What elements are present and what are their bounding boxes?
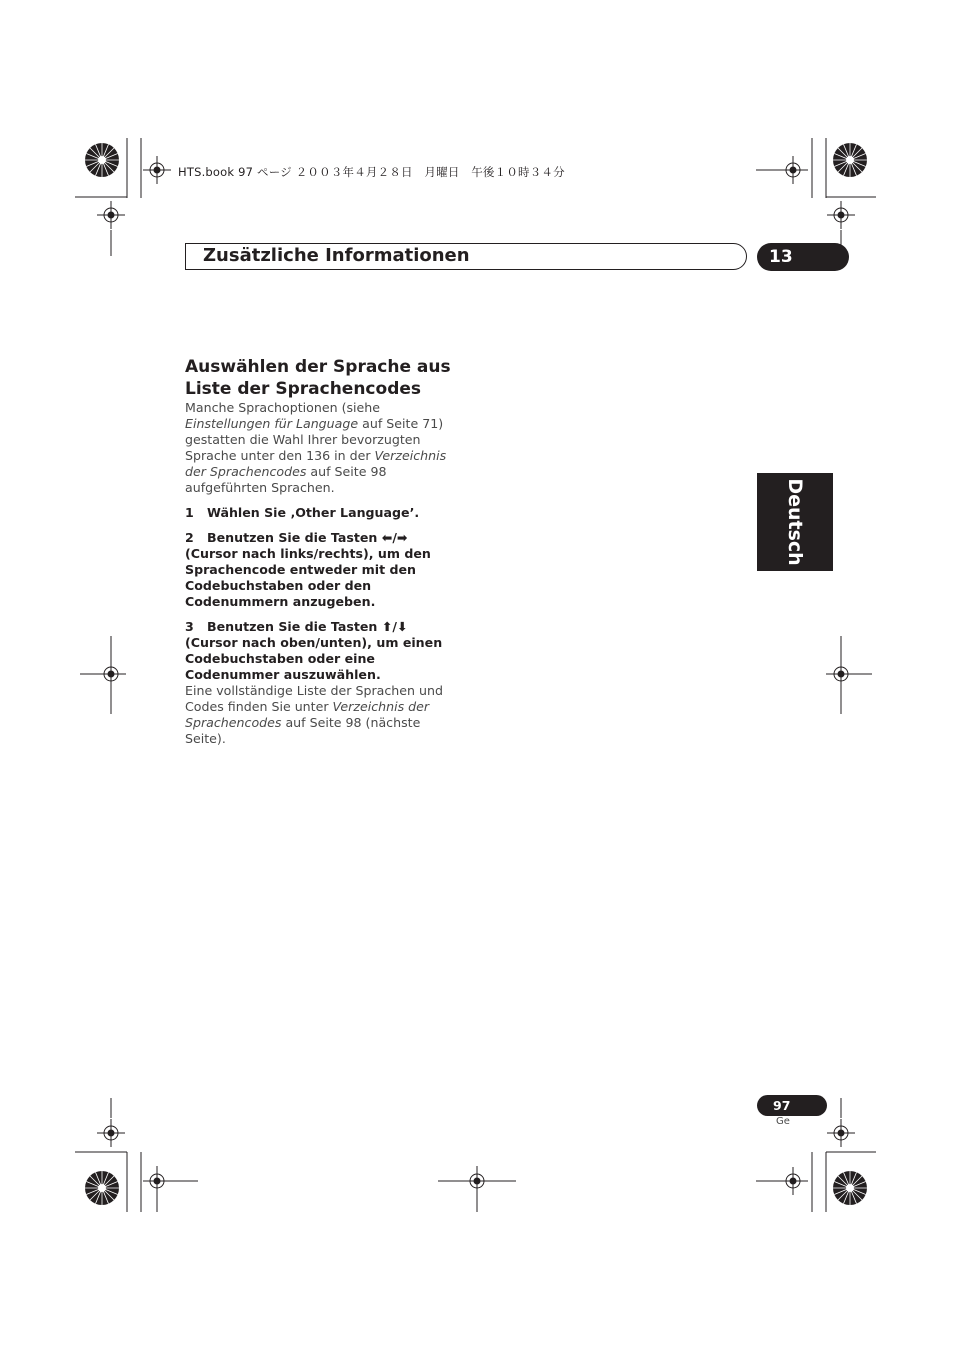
page-number-badge [757,1095,827,1116]
intro-text-2: auf Seite 71) gestatten die Wahl Ihrer bevorzugten Sprache unter den 136 in der [185,416,444,463]
language-side-tab [757,473,833,571]
note-link-code-list: Verzeichnis der Sprachencodes [185,699,430,730]
left-right-arrow-icon: ⬅/➡ [381,530,408,545]
intro-text-1: Manche Sprachoptionen (siehe [185,400,381,415]
up-down-arrow-icon: ⬆/⬇ [381,619,408,634]
section-heading [185,356,457,400]
step-3 [185,619,457,683]
crop-mark-bottom-center [438,1166,516,1212]
crop-mark-bottom-left [75,1098,198,1212]
note-paragraph [185,683,457,747]
page-language-code: Ge [776,1116,790,1127]
step-number: 1 [185,505,194,520]
language-side-tab-label: Deutsch [784,478,806,566]
step-text: Wählen Sie ‚Other Language’. [207,505,420,520]
step-text: Benutzen Sie die Tasten [207,619,382,634]
chapter-number: 13 [769,247,793,267]
step-1 [185,505,457,521]
step-text: (Cursor nach links/rechts), um den Sprachencode entweder mit den Codebuchstaben oder den Codenummern anzugeben. [185,546,431,609]
section-heading-line1: Auswählen der Sprache aus [185,357,451,377]
step-number: 3 [185,619,194,634]
crop-mark-middle-left [80,636,126,714]
step-number: 2 [185,530,194,545]
section-heading-line2: Liste der Sprachencodes [185,379,422,399]
intro-text-3: auf Seite 98 aufgeführten Sprachen. [185,464,387,495]
step-text: (Cursor nach oben/unten), um einen Codebuchstaben oder eine Codenummer auszuwählen. [185,635,443,682]
printer-slug-line: HTS.book 97 ページ ２００３年４月２８日 月曜日 午後１０時３４分 [178,165,565,179]
intro-link-code-list: Verzeichnis der Sprachencodes [185,448,447,479]
page-number: 97 [773,1098,791,1113]
step-2 [185,530,457,610]
crop-mark-middle-right [826,636,872,714]
note-text-2: auf Seite 98 (nächste Seite). [185,715,421,746]
content-column [185,356,457,747]
intro-paragraph [185,400,457,496]
crop-mark-top-left [75,138,171,256]
intro-link-settings: Einstellungen für Language [185,416,359,431]
note-text-1: Eine vollständige Liste der Sprachen und Codes finden Sie unter [185,683,443,714]
crop-mark-top-right [756,138,876,256]
step-text: Benutzen Sie die Tasten [207,530,382,545]
chapter-title: Zusätzliche Informationen [203,245,470,266]
